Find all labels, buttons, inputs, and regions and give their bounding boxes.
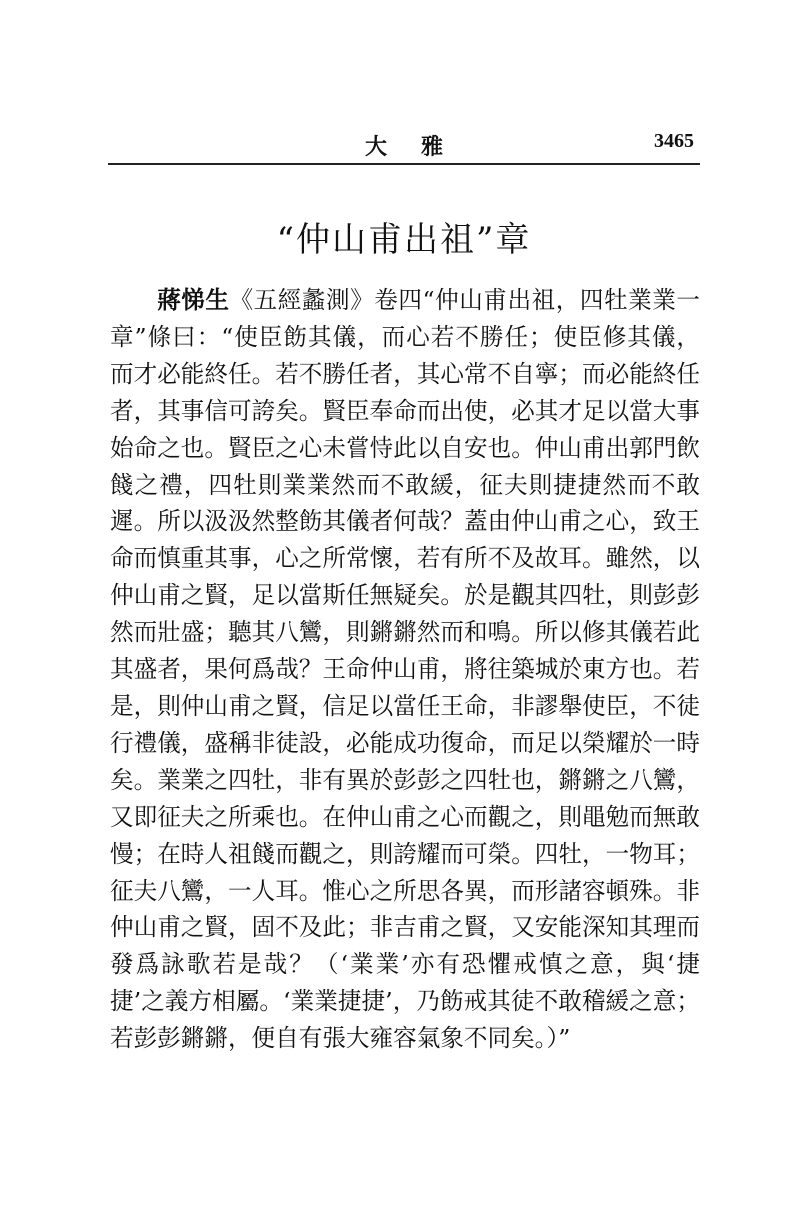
running-title: 大雅: [364, 134, 477, 160]
chapter-title: “仲山甫出祖”章: [276, 220, 532, 260]
header-rule: [108, 163, 700, 165]
body-paragraph-block: [110, 282, 700, 1057]
author-name: 蔣悌生: [157, 286, 230, 314]
running-header: [108, 128, 700, 162]
page-number: 3465: [654, 130, 694, 152]
paragraph-text: 《五經蠡測》卷四“仲山甫出祖，四牡業業一章”條曰：“使臣飭其儀，而心若不勝任；使臣修其儀，而才必能終任。若不勝任者，其心常不自寧；而必能終任者，其事信可誇矣。賢臣奉命而出使，必其才足以當大事始命之也。賢臣之心未嘗恃此以自安也。仲山甫出郭門飲餞之禮，四牡則業業然而不敢緩，征夫則捷捷然而不敢遲。所以汲汲然整飭其儀者何哉？蓋由仲山甫之心，致王命而慎重其事，心之所常懷，若有所不及故耳。雖然，以仲山甫之賢，足以當斯任無疑矣。於是觀其四牡，則彭彭然而壯盛；聽其八鸞，則鏘鏘然而和鳴。所以修其儀若此其盛者，果何爲哉？王命仲山甫，將往築城於東方也。若是，則仲山甫之賢，信足以當任王命，非謬舉使臣，不徒行禮儀，盛稱非徒設，必能成功復命，而足以榮耀於一時矣。業業之四牡，非有異於彭彭之四牡也，鏘鏘之八鸞，又即征夫之所乘也。在仲山甫之心而觀之，則黽勉而無敢慢；在時人祖餞而觀之，則誇耀而可榮。四牡，一物耳；征夫八鸞，一人耳。惟心之所思各異，而形諸容頓殊。非仲山甫之賢，固不及此；非吉甫之賢，又安能深知其理而發爲詠歌若是哉？（‘業業’亦有恐懼戒慎之意，與‘捷捷’之義方相屬。‘業業捷捷’，乃飭戒其徒不敢稽緩之意；若彭彭鏘鏘，便自有張大雍容氣象不同矣。）”: [110, 286, 700, 1053]
body-paragraph: [110, 282, 700, 1057]
